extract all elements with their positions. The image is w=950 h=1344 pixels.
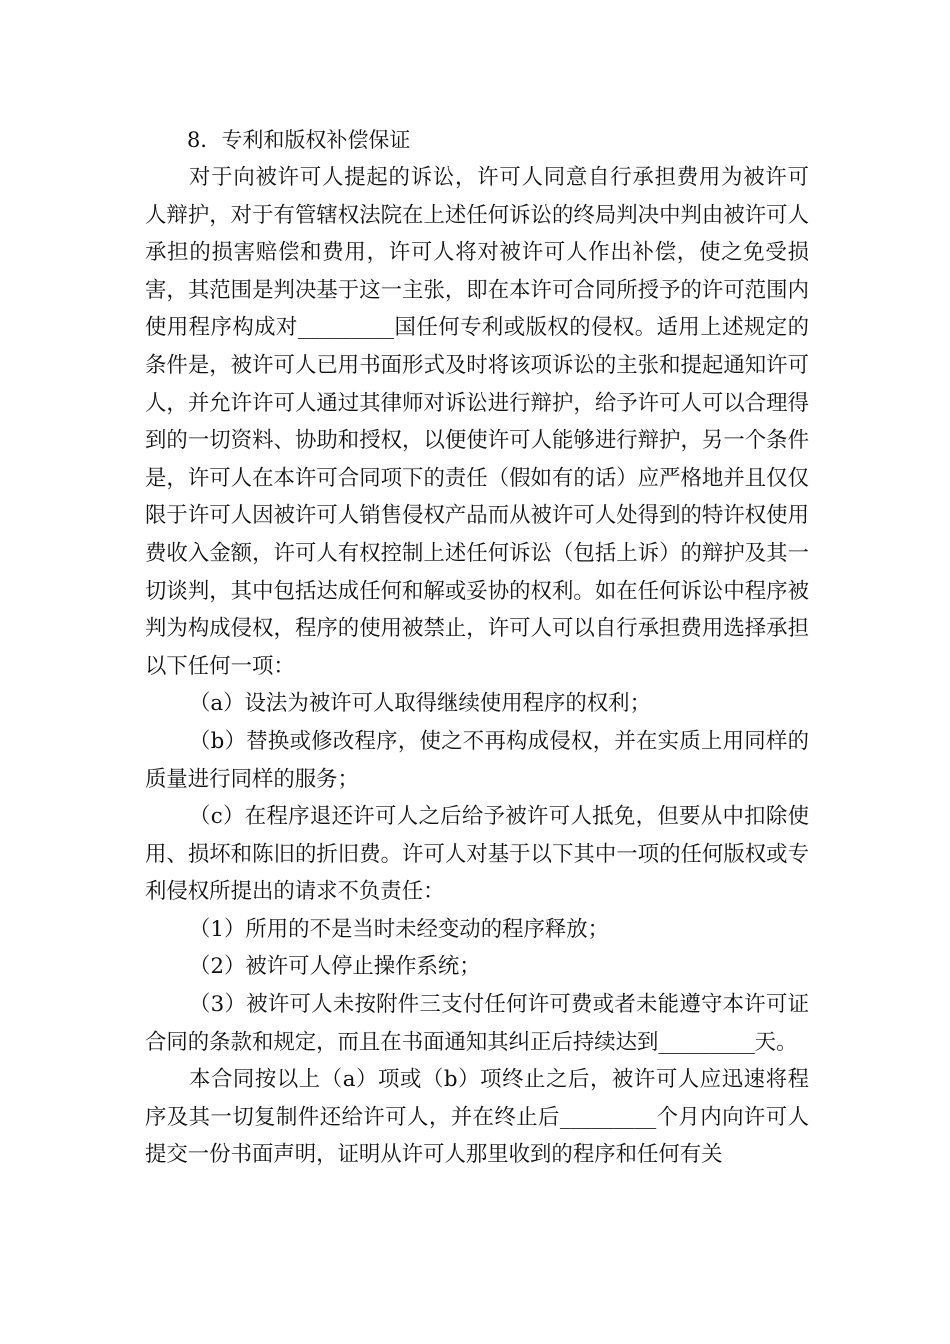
paragraph-exclusion-3: （3）被许可人未按附件三支付任何许可费或者未能遵守本许可证合同的条款和规定，而且在书面通知其纠正后持续达到_________天。 — [145, 992, 809, 1055]
paragraph-termination: 本合同按以上（a）项或（b）项终止之后，被许可人应迅速将程序及其一切复制件还给许可人，并在终止后_________个月内向许可人提交一份书面声明，证明从许可人那里收到的程序和任何有关 — [145, 1067, 809, 1168]
paragraph-option-b: （b）替换或修改程序，使之不再构成侵权，并在实质上用同样的质量进行同样的服务； — [145, 728, 809, 792]
paragraph-indemnity: 对于向被许可人提起的诉讼，许可人同意自行承担费用为被许可人辩护，对于有管辖权法院在上述任何诉讼的终局判决中判由被许可人承担的损害赔偿和费用，许可人将对被许可人作出补偿，使之免受损害，其范围是判决基于这一主张，即在本许可合同所授予的许可范围内使用程序构成对_________国任何专利或版权的侵权。适用上述规定的条件是，被许可人已用书面形式及时将该项诉讼的主张和提起通知许可人，并允许许可人通过其律师对诉讼进行辩护，给予许可人可以合理得到的一切资料、协助和授权，以便使许可人能够进行辩护，另一个条件是，许可人在本许可合同项下的责任（假如有的话）应严格地并且仅仅限于许可人因被许可人销售侵权产品而从被许可人处得到的特许权使用费收入金额，许可人有权控制上述任何诉讼（包括上诉）的辩护及其一切谈判，其中包括达成任何和解或妥协的权利。如在任何诉讼中程序被判为构成侵权，程序的使用被禁止，许可人可以自行承担费用选择承担以下任何一项： — [145, 165, 809, 679]
document-page — [145, 122, 809, 1174]
paragraph-exclusion-2: （2）被许可人停止操作系统； — [189, 954, 481, 980]
paragraph-exclusion-1: （1）所用的不是当时未经变动的程序释放； — [189, 916, 610, 942]
paragraph-option-c: （c）在程序退还许可人之后给予被许可人抵免，但要从中扣除使用、损坏和陈旧的折旧费。许可人对基于以下其中一项的任何版权或专利侵权所提出的请求不负责任： — [145, 804, 809, 905]
section-heading: 8．专利和版权补偿保证 — [187, 128, 411, 152]
paragraph-option-a: （a）设法为被许可人取得继续使用程序的权利； — [189, 691, 651, 717]
